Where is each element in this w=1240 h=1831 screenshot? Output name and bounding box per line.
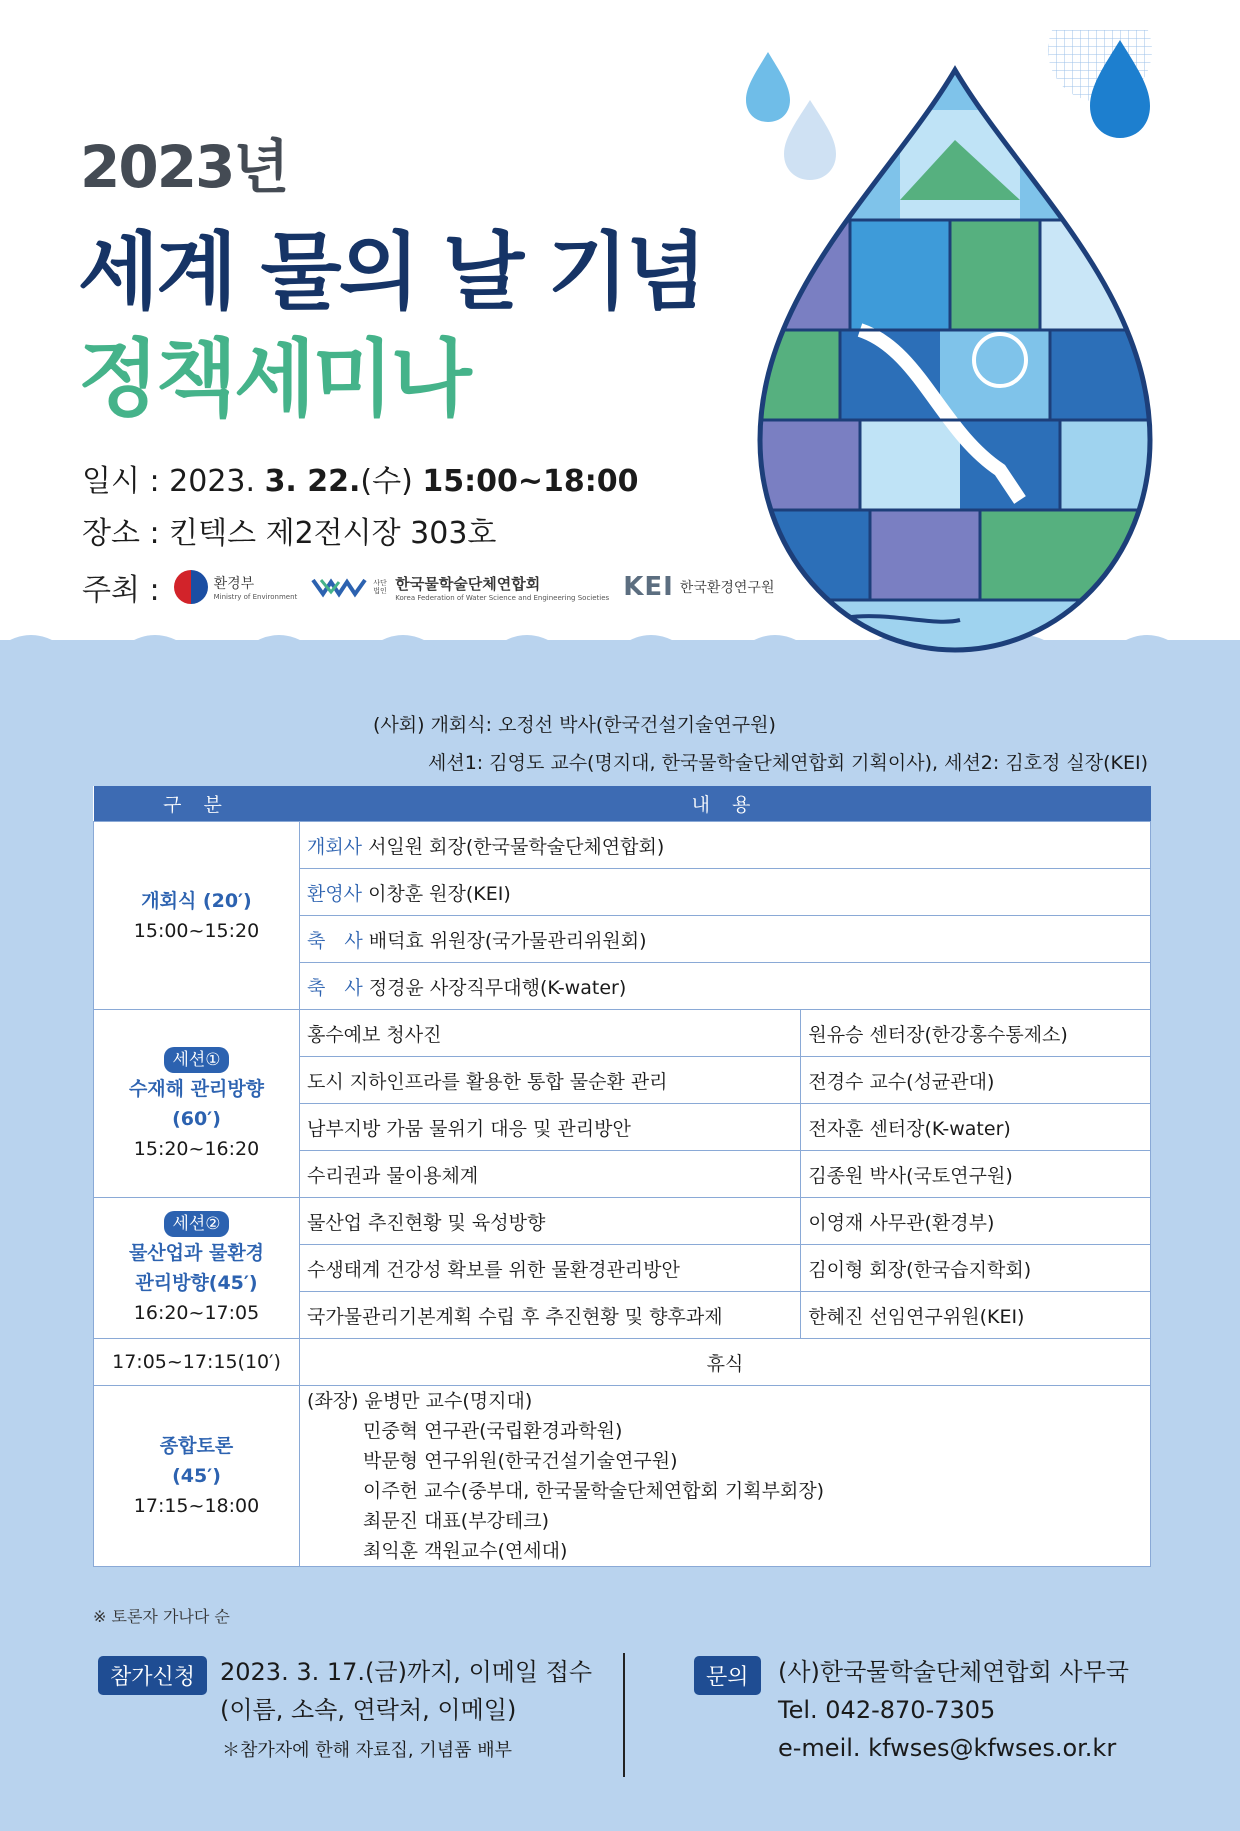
host-kei-logo: KEI 한국환경연구원 bbox=[623, 572, 775, 602]
discussion-cell: 종합토론 (45′) 17:15~18:00 bbox=[94, 1386, 300, 1567]
taeguk-icon bbox=[174, 570, 208, 604]
table-row bbox=[94, 1386, 1151, 1567]
opening-cell: 개회식 (20′) 15:00~15:20 bbox=[94, 822, 300, 1010]
contact-org: (사)한국물학술단체연합회 사무국 bbox=[778, 1658, 1129, 1686]
contact-phone: Tel. 042-870-7305 bbox=[778, 1696, 996, 1724]
session-badge: 세션② bbox=[164, 1211, 228, 1237]
table-header-content: 내 용 bbox=[299, 786, 1150, 822]
main-title: 세계 물의 날 기념 bbox=[78, 223, 704, 321]
table-row: 도시 지하인프라를 활용한 통합 물순환 관리 전경수 교수(성균관대) bbox=[94, 1057, 1151, 1104]
host-kfwses-logo: 사단법인 한국물학술단체연합회 Korea Federation of Water Science and Engineering Societies bbox=[311, 573, 609, 602]
apply-deadline: 2023. 3. 17.(금)까지, 이메일 접수 bbox=[220, 1658, 593, 1686]
wave-logo-icon bbox=[311, 576, 367, 598]
kei-mark: KEI bbox=[623, 572, 674, 602]
event-place: 장소 : 킨텍스 제2전시장 303호 bbox=[82, 516, 497, 551]
session-badge: 세션① bbox=[164, 1047, 228, 1073]
table-row: 남부지방 가뭄 물위기 대응 및 관리방안 전자훈 센터장(K-water) bbox=[94, 1104, 1151, 1151]
small-drop-icon bbox=[746, 52, 790, 122]
table-row: 축 사 정경윤 사장직무대행(K-water) bbox=[94, 963, 1151, 1010]
host-moe-logo: 환경부 Ministry of Environment bbox=[174, 570, 298, 604]
table-row: 축 사 배덕효 위원장(국가물관리위원회) bbox=[94, 916, 1151, 963]
table-row: 세션① 수재해 관리방향 (60′) 15:20~16:20 홍수예보 청사진 원유승 센터장(한강홍수통제소) bbox=[94, 1010, 1151, 1057]
table-header-category: 구 분 bbox=[94, 786, 300, 822]
small-drop-icon bbox=[784, 100, 836, 180]
contact-email[interactable]: e-meil. kfwses@kfwses.or.kr bbox=[778, 1734, 1117, 1762]
table-row bbox=[94, 1339, 1151, 1386]
apply-badge: 참가신청 bbox=[98, 1656, 207, 1695]
table-row: 수리권과 물이용체계 김종원 박사(국토연구원) bbox=[94, 1151, 1151, 1198]
table-row: 개회식 (20′) 15:00~15:20 개회사 서일원 회장(한국물학술단체연합회) bbox=[94, 822, 1151, 869]
program-table bbox=[93, 786, 1151, 1567]
footer-divider bbox=[623, 1653, 625, 1777]
hosts-row bbox=[82, 565, 774, 609]
session2-cell: 세션② 물산업과 물환경 관리방향(45′) 16:20~17:05 bbox=[94, 1198, 300, 1339]
table-row: 국가물관리기본계획 수립 후 추진현황 및 향후과제 한혜진 선임연구위원(KEI) bbox=[94, 1292, 1151, 1339]
water-drop-illustration bbox=[720, 30, 1190, 680]
break-time: 17:05~17:15(10′) bbox=[94, 1339, 300, 1386]
hosts-label: 주최 : bbox=[82, 573, 160, 608]
year-heading: 2023년 bbox=[80, 133, 288, 201]
moderator-line-2: 세션1: 김영도 교수(명지대, 한국물학술단체연합회 기획이사), 세션2: 김호정 실장(KEI) bbox=[428, 752, 1149, 774]
discussion-panel: (좌장) 윤병만 교수(명지대) 민중혁 연구관(국립환경과학원) 박문형 연구위원(한국건설기술연구원) 이주헌 교수(중부대, 한국물학술단체연합회 기획부회장) 최문진 대표(부강테크) 최익훈 객원교수(연세대) bbox=[299, 1386, 1150, 1567]
session1-cell: 세션① 수재해 관리방향 (60′) 15:20~16:20 bbox=[94, 1010, 300, 1198]
subtitle: 정책세미나 bbox=[78, 330, 469, 428]
break-label: 휴식 bbox=[299, 1339, 1150, 1386]
moderator-line-1: (사회) 개회식: 오정선 박사(한국건설기술연구원) bbox=[373, 714, 776, 736]
apply-fields: (이름, 소속, 연락처, 이메일) bbox=[220, 1696, 517, 1724]
event-date: 일시 : 2023. 3. 22.(수) 15:00~18:00 bbox=[82, 464, 639, 499]
table-row: 수생태계 건강성 확보를 위한 물환경관리방안 김이형 회장(한국습지학회) bbox=[94, 1245, 1151, 1292]
contact-badge: 문의 bbox=[694, 1656, 761, 1695]
table-row: 환영사 이창훈 원장(KEI) bbox=[94, 869, 1151, 916]
apply-note: ＊참가자에 한해 자료집, 기념품 배부 bbox=[222, 1740, 513, 1761]
panel-order-note: ※ 토론자 가나다 순 bbox=[93, 1607, 230, 1626]
table-row: 세션② 물산업과 물환경 관리방향(45′) 16:20~17:05 물산업 추진현황 및 육성방향 이영재 사무관(환경부) bbox=[94, 1198, 1151, 1245]
